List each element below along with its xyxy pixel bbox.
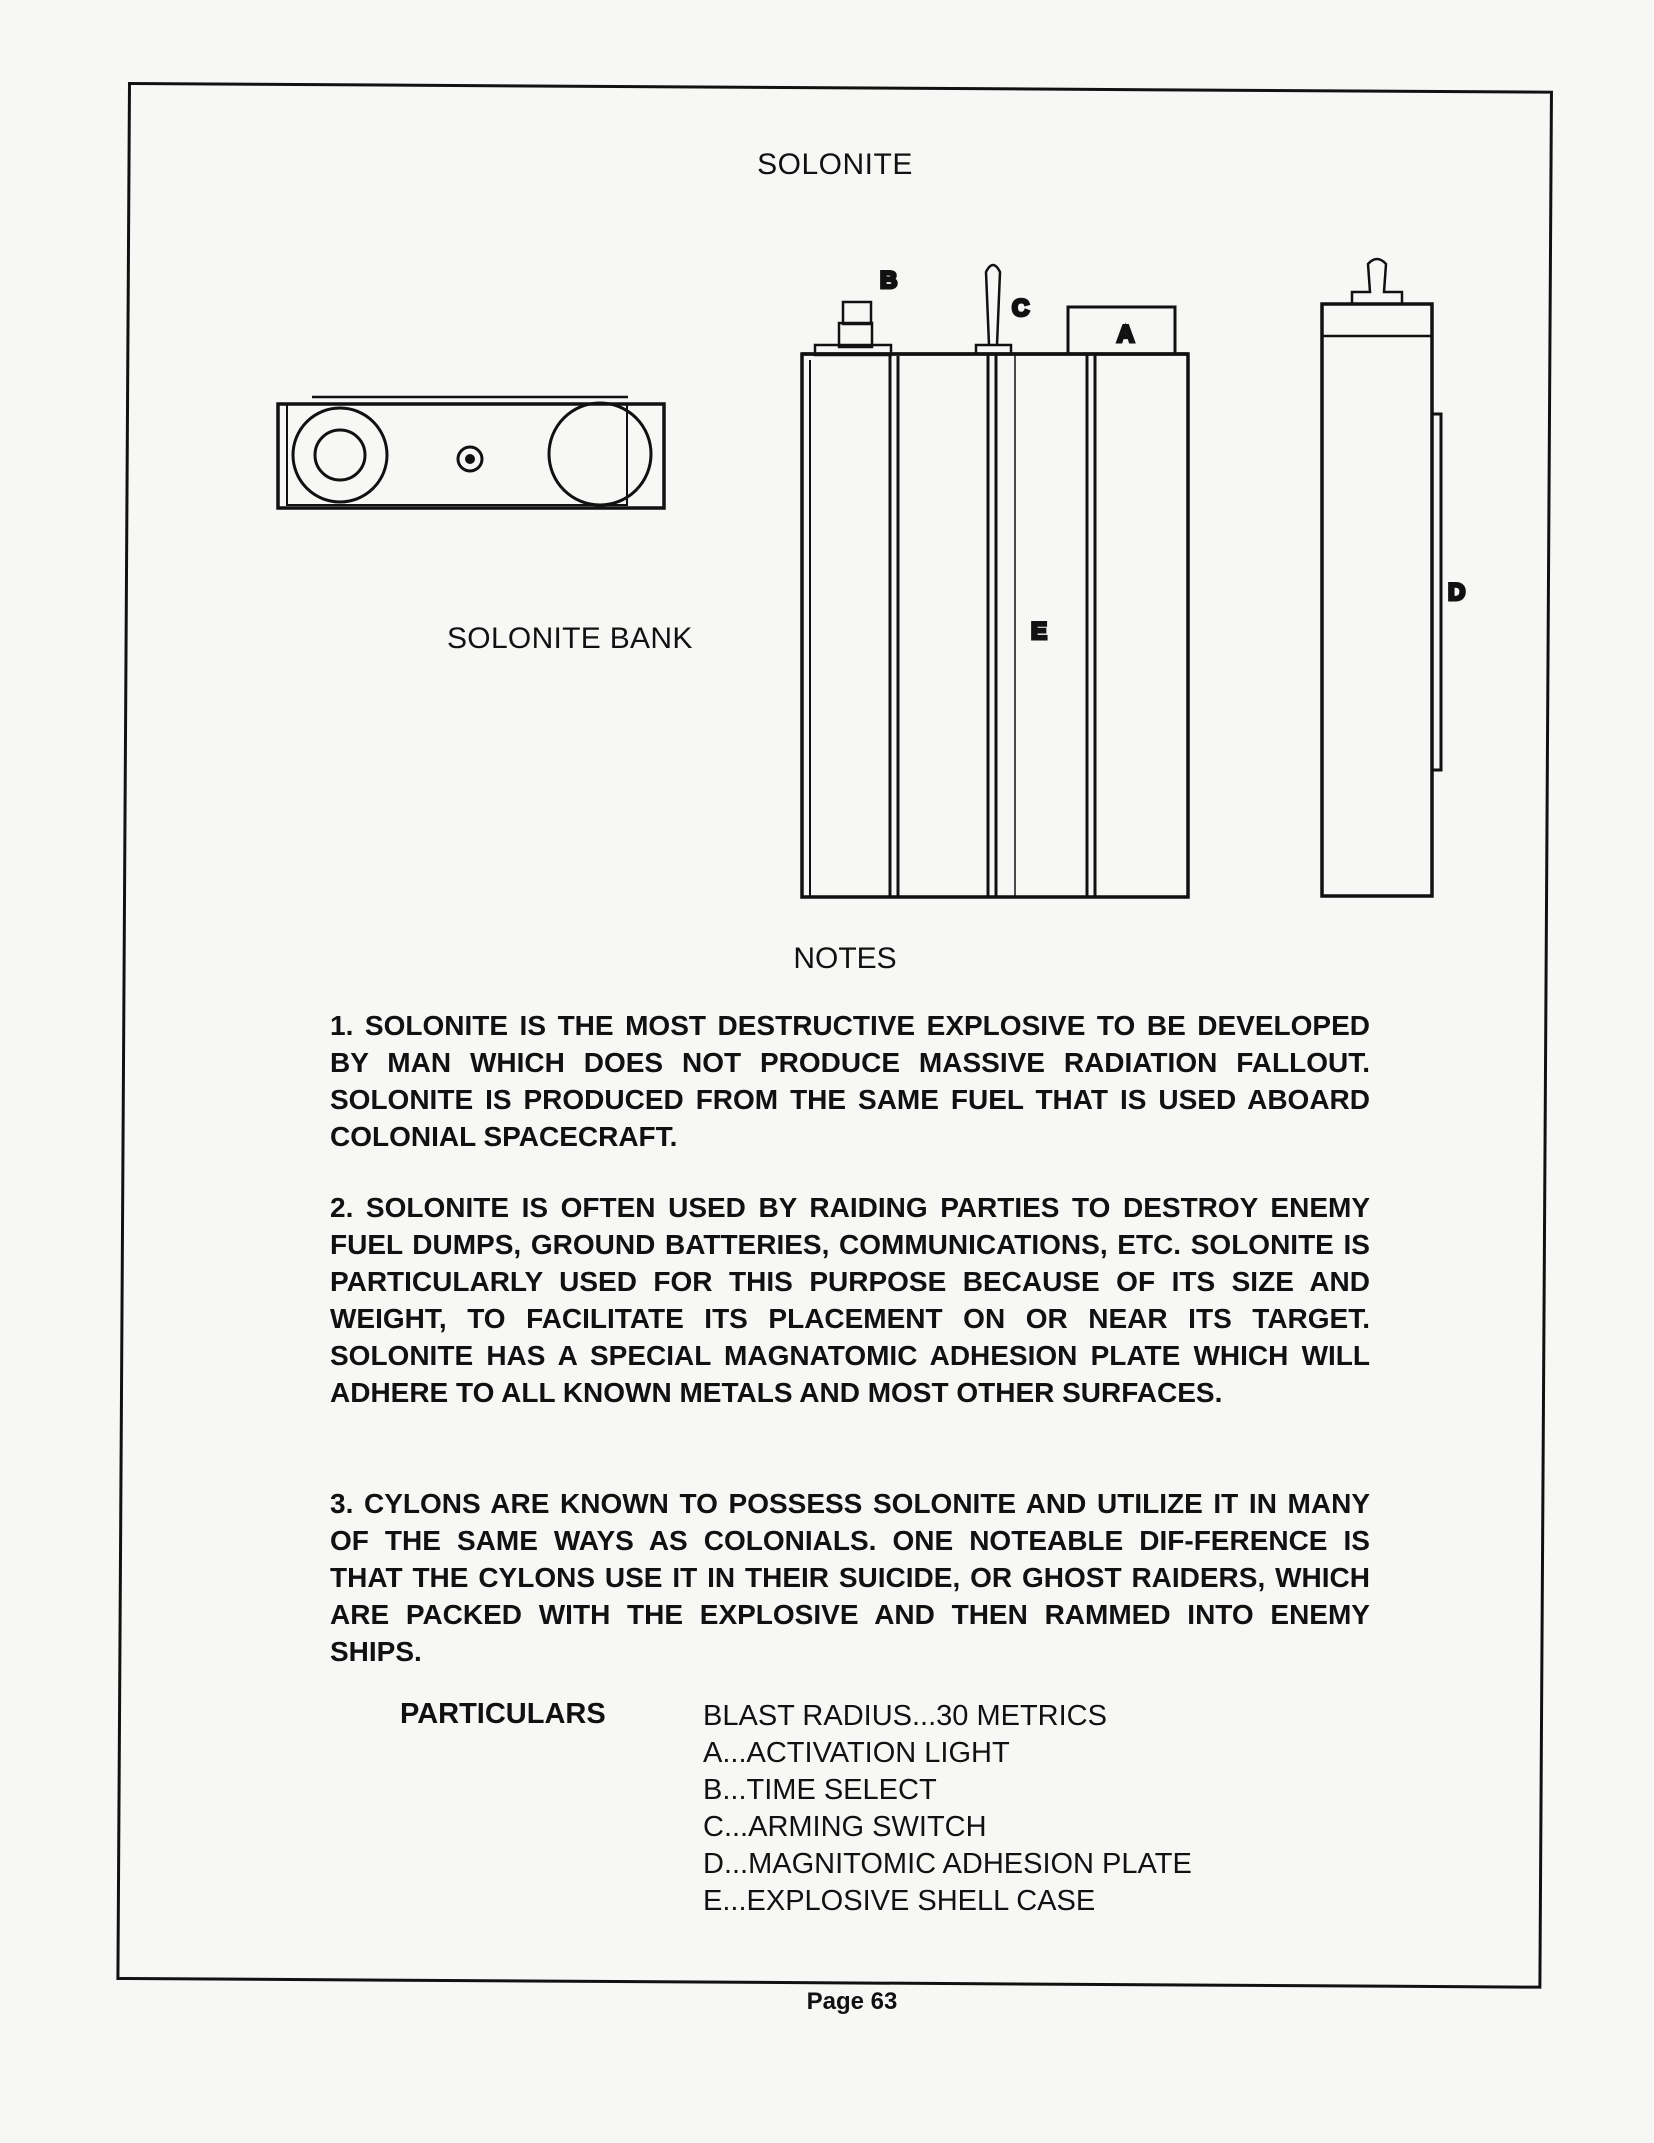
particulars-label: PARTICULARS — [400, 1698, 606, 1730]
note-2: 2. SOLONITE IS OFTEN USED BY RAIDING PARTIES TO DESTROY ENEMY FUEL DUMPS, GROUND BATTERIES, COMMUNICATIONS, ETC. SOLONITE IS PARTICULARLY USED FOR THIS PURPOSE BECAUSE OF ITS SIZE AND WEIGHT, TO FACILITATE ITS PLACEMENT ON OR NEAR ITS TARGET. SOLONITE HAS A SPECIAL MAGNATOMIC ADHESION PLATE WHICH WILL ADHERE TO ALL KNOWN METALS AND MOST OTHER SURFACES. — [330, 1192, 1370, 1408]
particulars-list — [703, 1698, 1192, 1920]
particular-d: D...MAGNITOMIC ADHESION PLATE — [703, 1848, 1192, 1880]
particular-a: A...ACTIVATION LIGHT — [703, 1737, 1010, 1769]
notes-heading: NOTES — [793, 942, 897, 975]
particular-e: E...EXPLOSIVE SHELL CASE — [703, 1885, 1096, 1917]
particular-b: B...TIME SELECT — [703, 1774, 937, 1806]
note-3: 3. CYLONS ARE KNOWN TO POSSESS SOLONITE AND UTILIZE IT IN MANY OF THE SAME WAYS AS COLONIALS. ONE NOTEABLE DIF-FERENCE IS THAT THE CYLONS USE IT IN THEIR SUICIDE, OR GHOST RAIDERS, WHICH ARE PACKED WITH THE EXPLOSIVE AND THEN RAMMED INTO ENEMY SHIPS. — [330, 1488, 1370, 1667]
solonite-bank-label: SOLONITE BANK — [447, 622, 693, 655]
callout-a: A — [1117, 321, 1135, 348]
callout-e: E — [1031, 618, 1048, 645]
particular-c: C...ARMING SWITCH — [703, 1811, 987, 1843]
particular-blast-radius: BLAST RADIUS...30 METRICS — [703, 1700, 1107, 1732]
page-number: Page 63 — [806, 1988, 898, 2015]
callout-b: B — [880, 267, 898, 294]
callout-d: D — [1448, 579, 1466, 606]
note-1: 1. SOLONITE IS THE MOST DESTRUCTIVE EXPLOSIVE TO BE DEVELOPED BY MAN WHICH DOES NOT PRODUCE MASSIVE RADIATION FALLOUT. SOLONITE IS PRODUCED FROM THE SAME FUEL THAT IS USED ABOARD COLONIAL SPACECRAFT. — [330, 1010, 1370, 1152]
callout-c: C — [1012, 295, 1030, 322]
page-title: SOLONITE — [757, 148, 913, 181]
